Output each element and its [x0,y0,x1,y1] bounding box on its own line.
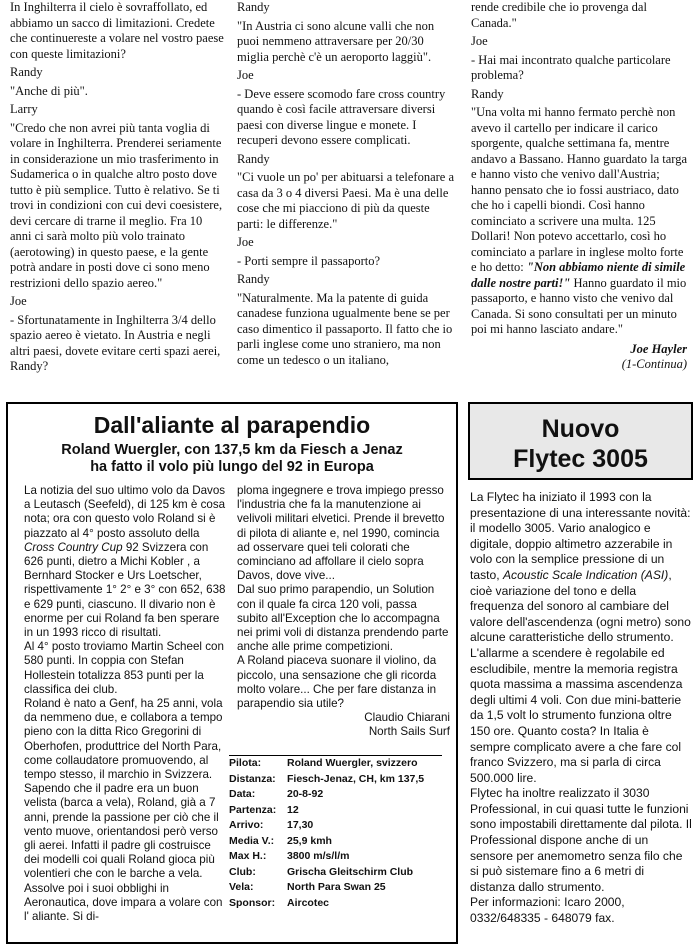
article-title: Dall'aliante al parapendio [93,412,371,438]
spec-row [229,896,442,912]
spec-row [229,865,442,881]
speaker-name: Joe [10,294,27,308]
speaker-name: Joe [237,235,254,249]
spec-label: Pilota: [229,757,262,769]
interview-column-2 [237,0,458,371]
speaker-name: Joe [237,68,254,82]
interview-paragraph: - Deve essere scomodo fare cross country quando è così facile attraversare diversi paesi con diverse lingue e monete. I recuperi devono essere complicati. [237,86,446,147]
article-paragraph: Flytec ha inoltre realizzato il 3030 Professional, in cui quasi tutte le funzioni sono impostabili direttamente dal pilota. Il Professional dispone anche di un sensore per anemometro senza filo che si può sistemare fino a 6 metri di distanza dallo strumento. [470,786,692,894]
interview-paragraph: - Sfortunatamente in Inghilterra 3/4 dello spazio aereo è vietato. In Austria e negli altri paesi, dovete evitare certi spazi aerei, Randy? [10,312,221,373]
article-paragraph: La notizia del suo ultimo volo da Davos a Leutasch (Seefeld), di 125 km è cosa nota; ora con questo volo Roland si è piazzato al 4° posto assoluto della Cross Country Cup 92 Svizzera con 626 punti, dietro a Michi Kobler , a Bernhard Stocker e Urs Loetscher, rispettivamente 1° 2° e 3° con 652, 638 e 629 punti, ciascuno. Il divario non è enorme per cui Roland fa ben sperare in un 1993 ricco di risultati. [24,484,226,640]
spec-label: Media V.: [229,834,275,847]
flytec-title [470,414,691,474]
credit-name: Claudio Chiarani [364,711,450,725]
emphasis-quote: "Non abbiamo niente di simile dalle nostre parti!" [471,260,686,290]
spec-label: Max H.: [229,850,267,862]
spec-label: Data: [229,788,256,800]
article-subtitle [8,442,456,476]
interview-paragraph: rende credibile che io provenga dal Canada." [471,0,647,30]
spec-row [229,772,442,788]
spec-row [229,756,442,772]
spec-row [229,787,442,803]
spec-label: Distanza: [229,772,276,785]
article-column-right [237,484,450,740]
spec-row [229,803,442,819]
speaker-name: Randy [237,272,270,286]
spec-row [229,880,442,896]
spec-row [229,818,442,834]
continued-note: (1-Continua) [621,357,687,371]
article-paragraph: A Roland piaceva suonare il violino, da piccolo, una sensazione che gli ricorda molto volare... Che per fare distanza in parapendio sia utile? [237,654,437,711]
article-paragraph: Per informazioni: Icaro 2000, 0332/648335 - 648079 fax. [470,895,625,926]
speaker-name: Randy [237,0,270,14]
speaker-name: Randy [471,86,504,101]
spec-value: Roland Wuergler, svizzero [287,757,418,769]
flytec-article-body [470,490,692,927]
article-paragraph: Roland è nato a Genf, ha 25 anni, vola da nemmeno due, e collabora a tempo pieno con la ditta Rico Gregorini di Oberhofen, produttrice del North Para, come collaudatore promuovendo, al tempo stesso, il marchio in Svizzera. Sapendo che il padre era un buon velista (barca a vela), Roland, già a 7 anni, prende la passione per ciò che il vento muove, orientandosi però verso gli aerei. Infatti il padre gli costruisce dei modelli coi quali Roland gioca più volentieri che con le barche a vela. Assolve poi i suoi obblighi in Aeronautica, dove impara a volare con l' aliante. Si di- [24,697,223,924]
spec-value: 25,9 kmh [287,834,332,847]
interview-paragraph: "Naturalmente. Ma la patente di guida canadese funziona ugualmente bene se per caso dimentico il passaporto. Il fatto che io parli inglese come uno straniero, ma non come un tedesco o un italiano, [237,290,453,367]
flight-specs-table [229,755,442,911]
flytec-title-line-1: Nuovo [541,415,620,443]
italic-term: Acoustic Scale Indication (ASI) [502,567,669,582]
article-paragraph: Dal suo primo parapendio, un Solution con il quale fa circa 120 voli, passa subito all'Exception che lo accompagna nei primi voli di distanza prendendo parte anche alle prime competizioni. [237,583,449,654]
interview-paragraph: "Credo che non avrei più tanta voglia di volare in Inghilterra. Prenderei seriamente in considerazione un mio trasferimento in Sudamerica o in qualche altro posto dove tutto è più semplice. Tutto è relativo. Se ti trovi in condizioni con cui devi coesistere, devi cercare di trarne il meglio. Fra 10 anni ci sarà molto più volo trainato (aerotowing) in questo paese, e la gente potrà andare in posti dove ci sono meno restrizioni dello spazio aereo." [10,120,223,290]
interview-paragraph: "In Austria ci sono alcune valli che non puoi nemmeno attraversare per 20/30 miglia perchè c'è un aeroporto laggiù". [237,18,435,64]
spec-value: Fiesch-Jenaz, CH, km 137,5 [287,772,425,785]
spec-label: Arrivo: [229,819,264,831]
spec-row [229,849,442,865]
spec-label: Partenza: [229,803,277,816]
article-paragraph: La Flytec ha iniziato il 1993 con la presentazione di una interessante novità: il modello 3005. Vario analogico e digitale, doppio altimetro azzerabile in volo con la semplice pressione di un tasto, Acoustic Scale Indication (ASI), cioè variazione del tono e della frequenza del sonoro al cambiare del valore dell'ascendenza (ogni metro) sono alcune caratteristiche dello strumento. L'allarme a scendere è regolabile ed escludibile, mentre la memoria registra quota massima a massima ascendenza degli ultimi 4 voli. Con due mini-batterie da 1,5 volt lo strumento funziona oltre 150 ore. Quanto costa? In Italia è sempre complicato avere a che fare col franco Svizzero, ma si parla di circa 500.000 lire. [470,490,691,785]
spec-value: 20-8-92 [287,788,324,800]
article-paragraph: Al 4° posto troviamo Martin Scheel con 580 punti. In coppia con Stefan Hollestein totalizza 853 punti per la classifica dei club. [24,640,224,696]
interview-paragraph: - Hai mai incontrato qualche particolare problema? [471,52,671,82]
speaker-name: Randy [10,65,43,79]
spec-value: North Para Swan 25 [287,881,386,893]
article-box-flytec-title [468,402,693,480]
spec-label: Sponsor: [229,896,276,909]
spec-value: Aircotec [287,896,330,909]
subtitle-line-2: ha fatto il volo più lungo del 92 in Europa [90,459,374,475]
article-column-left [24,484,227,924]
article-paragraph: ploma ingegnere e trova impiego presso l'industria che fa la manutenzione ai velivoli militari elvetici. Prende il brevetto di pilota di aliante e, nel 1990, comincia ad osservare quei teli colorati che cominciano ad affollare il cielo sopra Davos, dove vive... [237,484,445,583]
spec-value: 3800 m/s/l/m [287,850,350,862]
spec-label: Vela: [229,881,254,893]
speaker-name: Larry [10,102,38,116]
interview-column-1 [10,0,225,378]
italic-term: Cross Country Cup [24,540,123,554]
credit-org: North Sails Surf [368,725,450,739]
interview-paragraph: In Inghilterra il cielo è sovraffollato, ed abbiamo un sacco di limitazioni. Credete che continuereste a volare nel vostro paese con queste limitazioni? [10,0,224,61]
interview-paragraph: - Porti sempre il passaporto? [237,253,381,268]
spec-value: 12 [287,803,299,816]
spec-value: 17,30 [287,819,314,831]
flytec-title-line-2: Flytec 3005 [513,445,648,473]
interview-paragraph: "Una volta mi hanno fermato perchè non avevo il cartello per indicare il carico sporgente, qualche settimana fa, mentre andavo a Bassano. Hanno guardato la targa e hanno visto che venivo dall'Austria; hanno pensato che io fossi austriaco, dato che ho i capelli biondi. Così hanno cominciato a scrivere una multa. 125 Dollari! Non potevo accettarlo, così ho cominciato a parlare in inglese molto forte e ho detto: "Non abbiamo niente di simile dalle nostre parti!" Hanno guardato il mio passaporto, e hanno visto che venivo dal Canada. Si sono consultati per un minuto poi mi hanno lasciato andare." [471,105,688,336]
spec-row [229,834,442,850]
interview-paragraph: "Ci vuole un po' per abituarsi a telefonare a casa da 3 o 4 diversi Paesi. Ma è una delle cose che mi piacciono di più da queste parti: le differenze." [237,170,454,231]
interview-column-3 [471,0,687,373]
spec-value: Grischa Gleitschirm Club [287,865,414,878]
spec-label: Club: [229,865,256,878]
speaker-name: Randy [237,151,270,166]
author-signature: Joe Hayler [630,341,687,356]
subtitle-line-1: Roland Wuergler, con 137,5 km da Fiesch a Jenaz [61,442,403,458]
speaker-name: Joe [471,34,488,48]
interview-paragraph: "Anche di più". [10,83,88,98]
